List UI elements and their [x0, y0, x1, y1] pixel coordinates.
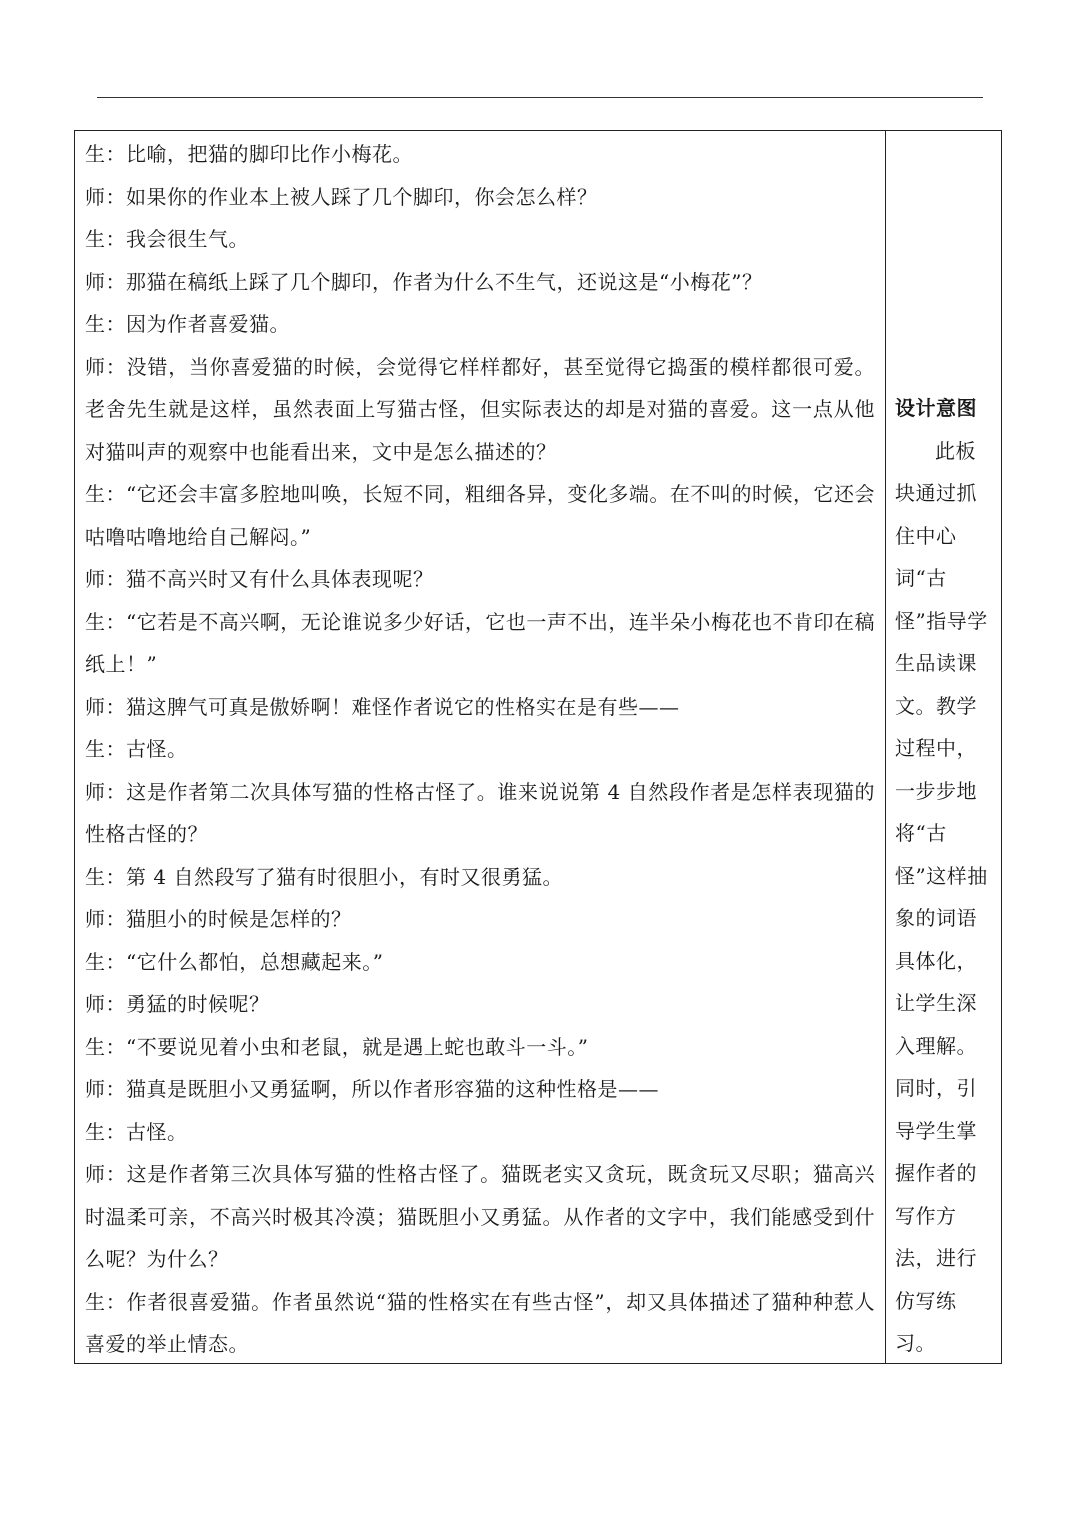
design-intent-title: 设计意图 [895, 396, 977, 420]
dialogue-line: 生：我会很生气。 [85, 227, 249, 251]
design-intent-column [895, 387, 991, 1365]
header-rule [97, 97, 983, 98]
dialogue-line: 师：猫不高兴时又有什么具体表现呢？ [85, 567, 434, 591]
dialogue-line: 生：“它若是不高兴啊，无论谁说多少好话，它也一声不出，连半朵小梅花也不肯印在稿纸上！” [85, 609, 875, 676]
dialogue-line: 师：这是作者第三次具体写猫的性格古怪了。猫既老实又贪玩，既贪玩又尽职；猫高兴时温柔可亲，不高兴时极其冷漠；猫既胆小又勇猛。从作者的文字中，我们能感受到什么呢？为什么？ [85, 1162, 875, 1271]
dialogue-line: 生：“它还会丰富多腔地叫唤，长短不同，粗细各异，变化多端。在不叫的时候，它还会咕噜咕噜地给自己解闷。” [85, 482, 875, 549]
dialogue-line: 生：作者很喜爱猫。作者虽然说“猫的性格实在有些古怪”，却又具体描述了猫种种惹人喜爱的举止情态。 [85, 1289, 875, 1356]
dialogue-line: 师：没错，当你喜爱猫的时候，会觉得它样样都好，甚至觉得它捣蛋的模样都很可爱。老舍先生就是这样，虽然表面上写猫古怪，但实际表达的却是对猫的喜爱。这一点从他对猫叫声的观察中也能看出来，文中是怎么描述的？ [85, 354, 875, 464]
lesson-table [74, 130, 1002, 1364]
dialogue-line: 生：古怪。 [85, 1119, 188, 1144]
dialogue-line: 师：勇猛的时候呢？ [85, 992, 270, 1016]
column-divider [885, 131, 886, 1363]
dialogue-line: 师：那猫在稿纸上踩了几个脚印，作者为什么不生气，还说这是“小梅花”？ [85, 269, 763, 294]
dialogue-line: 师：猫这脾气可真是傲娇啊！难怪作者说它的性格实在是有些—— [85, 694, 680, 719]
dialogue-line: 生：“不要说见着小虫和老鼠，就是遇上蛇也敢斗一斗。” [85, 1034, 589, 1059]
dialogue-line: 生：比喻，把猫的脚印比作小梅花。 [85, 142, 413, 166]
design-intent-body: 此板块通过抓住中心词“古怪”指导学生品读课文。教学过程中，一步步地将“古怪”这样抽象的词语具体化，让学生深入理解。同时，引导学生掌握作者的写作方法，进行仿写练习。 [895, 438, 988, 1355]
dialogue-line: 生：古怪。 [85, 737, 188, 761]
dialogue-line: 生：“它什么都怕，总想藏起来。” [85, 949, 384, 974]
dialogue-line: 师：猫真是既胆小又勇猛啊，所以作者形容猫的这种性格是—— [85, 1077, 659, 1101]
dialogue-line: 生：因为作者喜爱猫。 [85, 312, 290, 336]
dialogue-line: 师：猫胆小的时候是怎样的？ [85, 907, 352, 931]
dialogue-column [85, 133, 875, 1366]
dialogue-line: 师：这是作者第二次具体写猫的性格古怪了。谁来说说第 4 自然段作者是怎样表现猫的性格古怪的？ [85, 779, 875, 846]
dialogue-line: 师：如果你的作业本上被人踩了几个脚印，你会怎么样？ [85, 184, 598, 209]
dialogue-line: 生：第 4 自然段写了猫有时很胆小，有时又很勇猛。 [85, 864, 563, 889]
